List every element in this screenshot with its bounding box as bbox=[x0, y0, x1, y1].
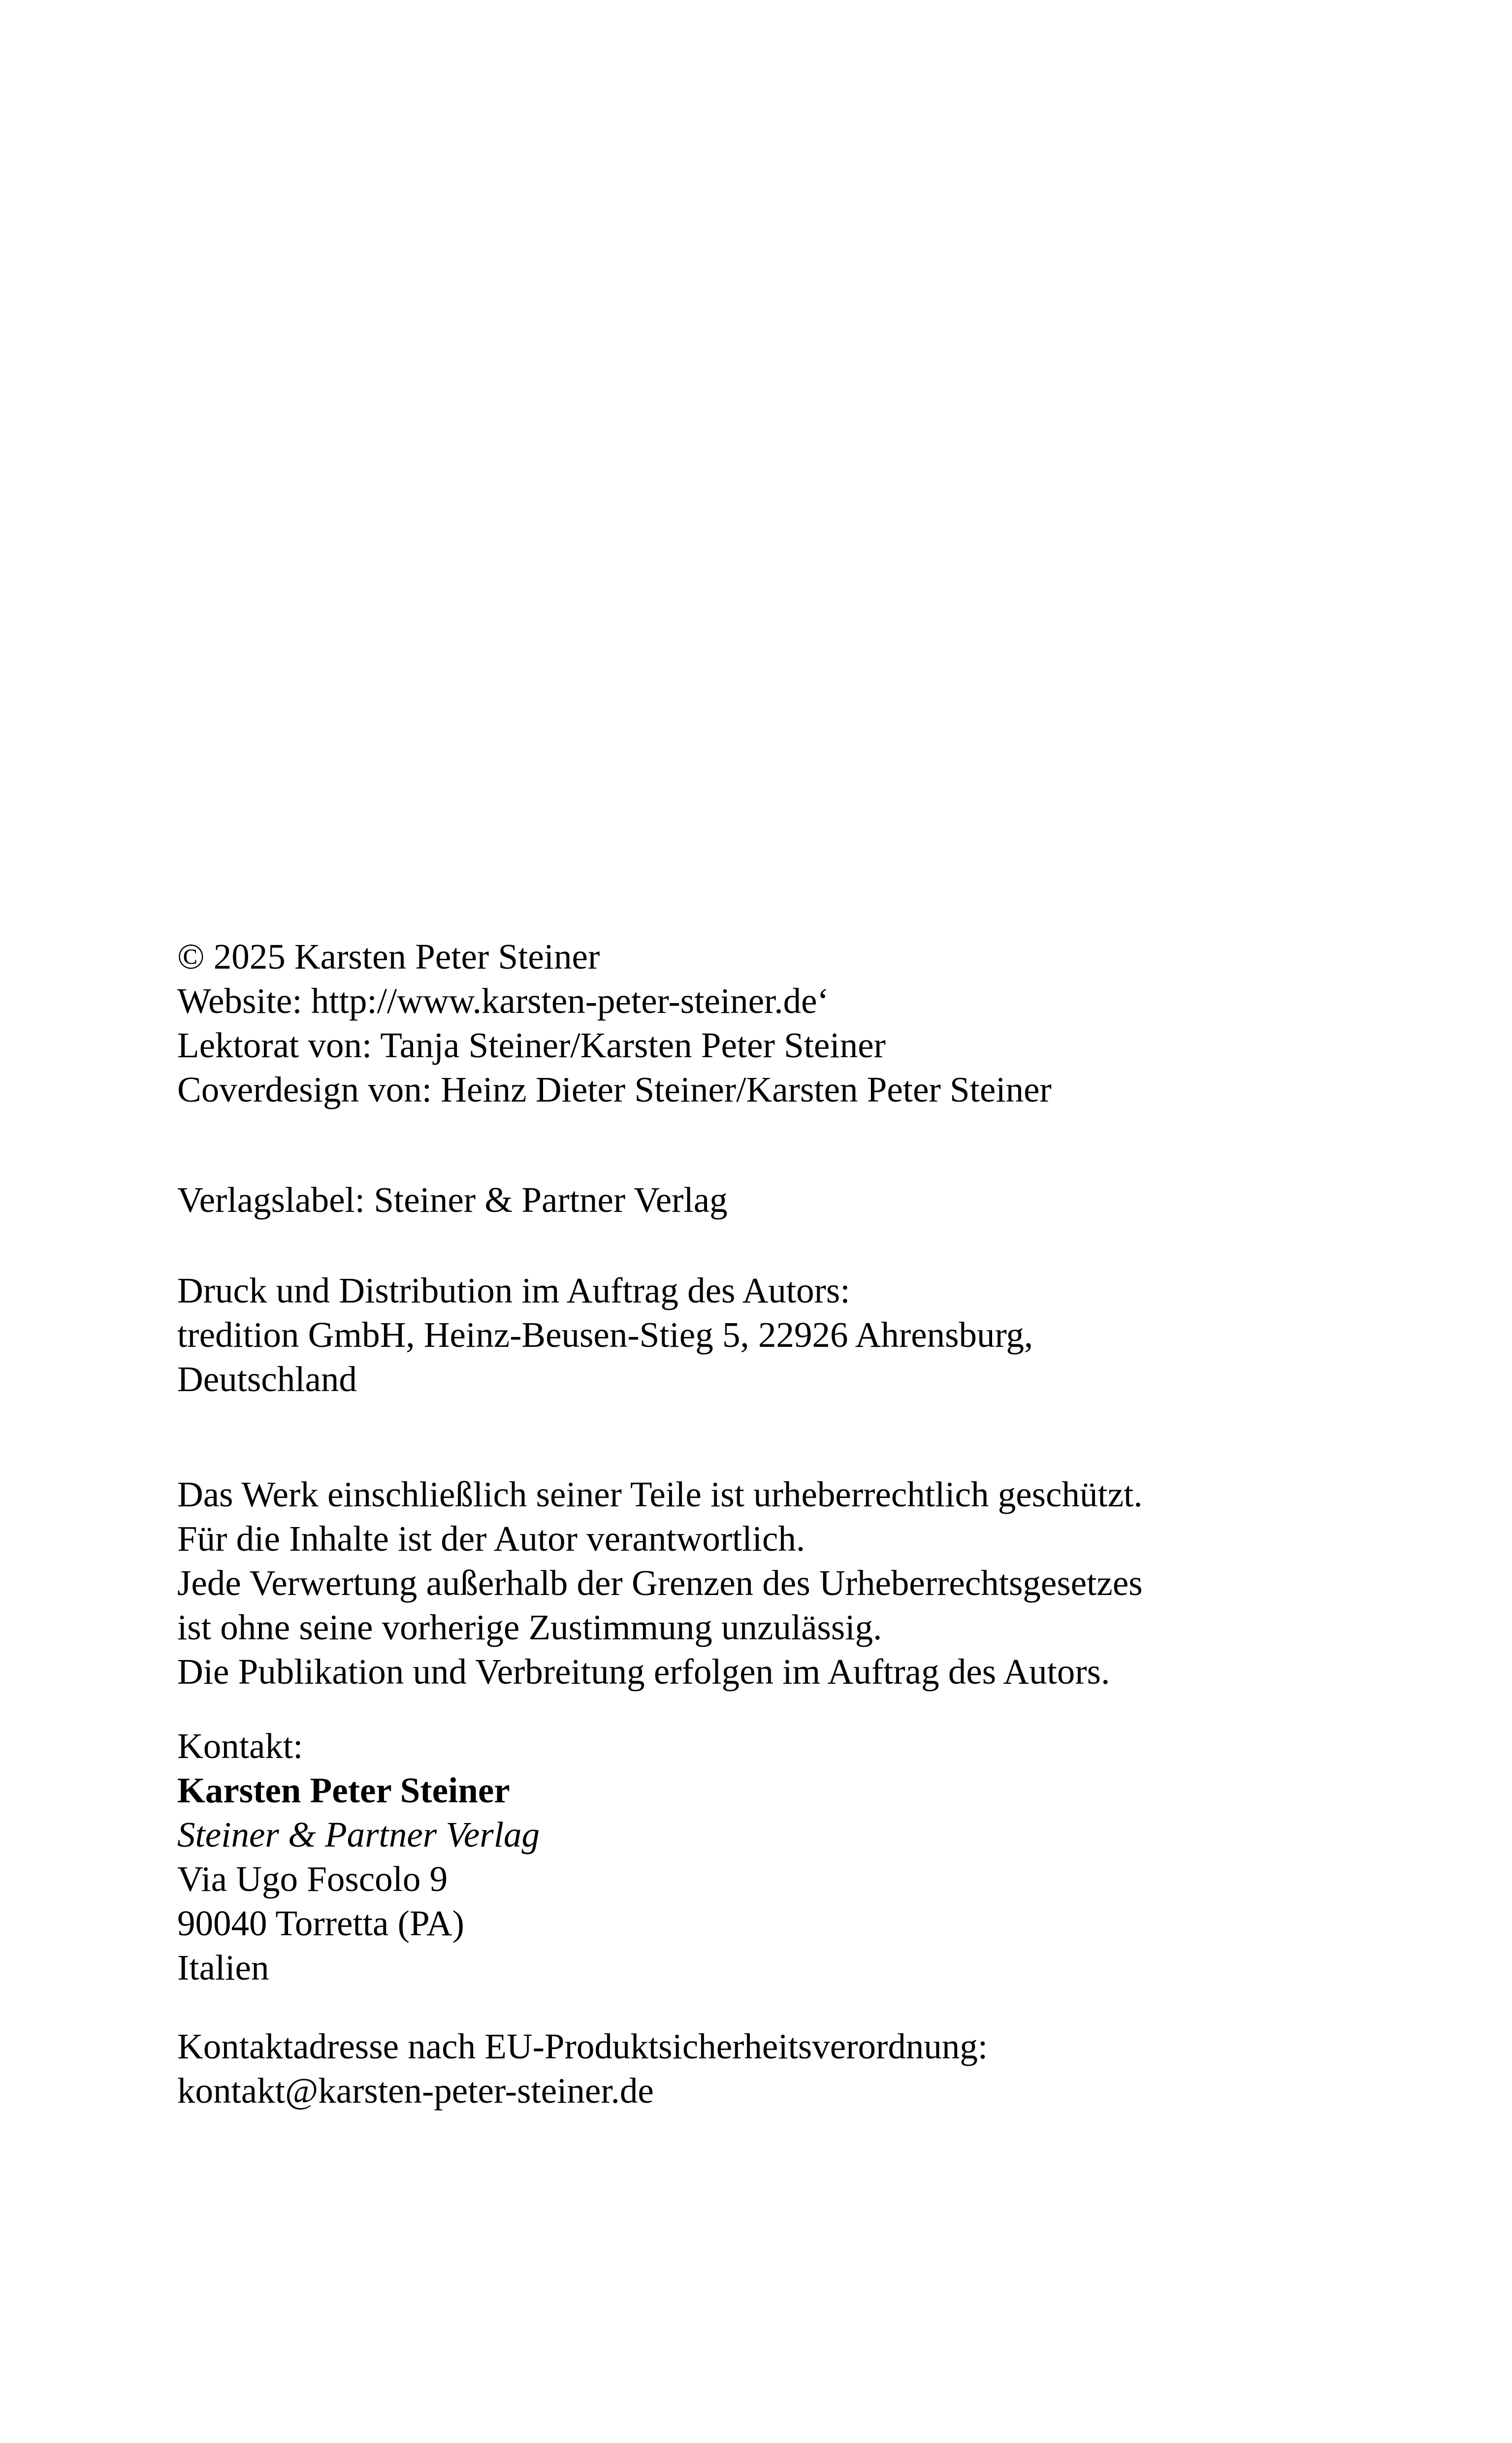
publisher-label-block bbox=[177, 1178, 1383, 1222]
eu-contact-heading: Kontaktadresse nach EU-Produktsicherheitsverordnung: bbox=[177, 2026, 988, 2066]
editing-credit-line: Lektorat von: Tanja Steiner/Karsten Peter Steiner bbox=[177, 1025, 886, 1065]
contact-country: Italien bbox=[177, 1948, 269, 1987]
publisher-label-line: Verlagslabel: Steiner & Partner Verlag bbox=[177, 1180, 728, 1220]
rights-line: Jede Verwertung außerhalb der Grenzen des Urheberrechtsgesetzes bbox=[177, 1563, 1143, 1603]
rights-block bbox=[177, 1472, 1383, 1694]
cover-design-credit-line: Coverdesign von: Heinz Dieter Steiner/Karsten Peter Steiner bbox=[177, 1070, 1052, 1109]
imprint-block bbox=[177, 935, 1383, 2113]
rights-line: Für die Inhalte ist der Autor verantwortlich. bbox=[177, 1519, 805, 1559]
contact-publisher: Steiner & Partner Verlag bbox=[177, 1815, 540, 1855]
distribution-block bbox=[177, 1269, 1383, 1401]
distribution-address: tredition GmbH, Heinz-Beusen-Stieg 5, 22926 Ahrensburg, bbox=[177, 1315, 1033, 1355]
contact-street: Via Ugo Foscolo 9 bbox=[177, 1859, 448, 1899]
copyright-block bbox=[177, 935, 1383, 1112]
distribution-heading: Druck und Distribution im Auftrag des Autors: bbox=[177, 1270, 850, 1310]
website-line: Website: http://www.karsten-peter-steiner.de‘ bbox=[177, 981, 829, 1021]
distribution-country: Deutschland bbox=[177, 1359, 357, 1399]
eu-contact-email: kontakt@karsten-peter-steiner.de bbox=[177, 2071, 654, 2111]
eu-contact-block bbox=[177, 2024, 1383, 2113]
contact-city: 90040 Torretta (PA) bbox=[177, 1903, 464, 1943]
contact-heading: Kontakt: bbox=[177, 1726, 303, 1766]
contact-name: Karsten Peter Steiner bbox=[177, 1770, 510, 1810]
rights-line: ist ohne seine vorherige Zustimmung unzulässig. bbox=[177, 1607, 882, 1647]
copyright-line: © 2025 Karsten Peter Steiner bbox=[177, 937, 600, 977]
contact-block bbox=[177, 1724, 1383, 1990]
rights-line: Die Publikation und Verbreitung erfolgen im Auftrag des Autors. bbox=[177, 1652, 1110, 1692]
rights-line: Das Werk einschließlich seiner Teile ist urheberrechtlich geschützt. bbox=[177, 1474, 1143, 1514]
